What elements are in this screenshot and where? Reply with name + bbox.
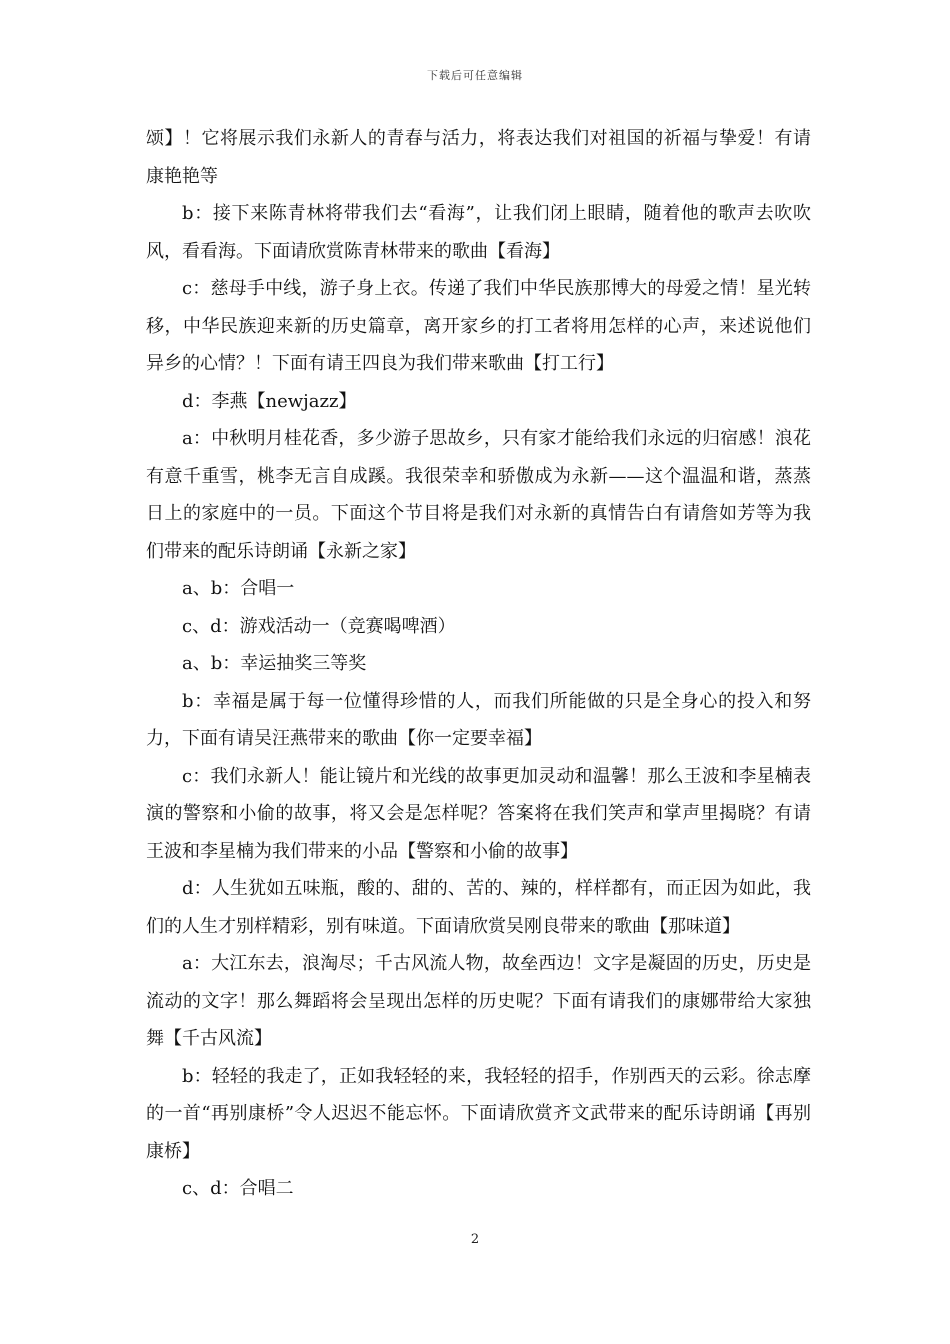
paragraph: a：中秋明月桂花香，多少游子思故乡，只有家才能给我们永远的归宿感！浪花有意千重雪，桃李无言自成蹊。我很荣幸和骄傲成为永新——这个温温和谐，蒸蒸日上的家庭中的一员。下面这个节目将是我们对永新的真情告白有请詹如芳等为我们带来的配乐诗朗诵【永新之家】 — [146, 428, 811, 562]
paragraph: c：我们永新人！能让镜片和光线的故事更加灵动和温馨！那么王波和李星楠表演的警察和小偷的故事，将又会是怎样呢？答案将在我们笑声和掌声里揭晓？有请王波和李星楠为我们带来的小品【警察和小偷的故事】 — [146, 765, 811, 862]
paragraph: 颂】！它将展示我们永新人的青春与活力，将表达我们对祖国的祈福与挚爱！有请康艳艳等 — [146, 128, 811, 187]
document-body — [146, 120, 811, 1208]
paragraph: b：轻轻的我走了，正如我轻轻的来，我轻轻的招手，作别西天的云彩。徐志摩的一首“再别康桥”令人迟迟不能忘怀。下面请欣赏齐文武带来的配乐诗朗诵【再别康桥】 — [146, 1065, 811, 1162]
paragraph: b：接下来陈青林将带我们去“看海”，让我们闭上眼睛，随着他的歌声去吹吹风，看看海。下面请欣赏陈青林带来的歌曲【看海】 — [146, 203, 811, 262]
paragraph: a：大江东去，浪淘尽；千古风流人物，故垒西边！文字是凝固的历史，历史是流动的文字！那么舞蹈将会呈现出怎样的历史呢？下面有请我们的康娜带给大家独舞【千古风流】 — [146, 953, 811, 1049]
paragraph: c：慈母手中线，游子身上衣。传递了我们中华民族那博大的母爱之情！星光转移，中华民族迎来新的历史篇章，离开家乡的打工者将用怎样的心声，来述说他们异乡的心情？！下面有请王四良为我们带来歌曲【打工行】 — [146, 278, 811, 374]
paragraph: c、d：游戏活动一（竞赛喝啤酒） — [182, 615, 456, 637]
page-number: 2 — [470, 1232, 480, 1247]
paragraph: a、b：合唱一 — [182, 578, 295, 599]
page-header: 下载后可任意编辑 — [427, 69, 523, 82]
paragraph: c、d：合唱二 — [182, 1178, 294, 1199]
paragraph: d：李燕【newjazz】 — [182, 390, 357, 412]
paragraph: b：幸福是属于每一位懂得珍惜的人，而我们所能做的只是全身心的投入和努力，下面有请吴汪燕带来的歌曲【你一定要幸福】 — [146, 690, 811, 749]
paragraph: a、b：幸运抽奖三等奖 — [182, 653, 367, 674]
paragraph: d：人生犹如五味瓶，酸的、甜的、苦的、辣的，样样都有，而正因为如此，我们的人生才别样精彩，别有味道。下面请欣赏吴刚良带来的歌曲【那味道】 — [146, 878, 811, 937]
